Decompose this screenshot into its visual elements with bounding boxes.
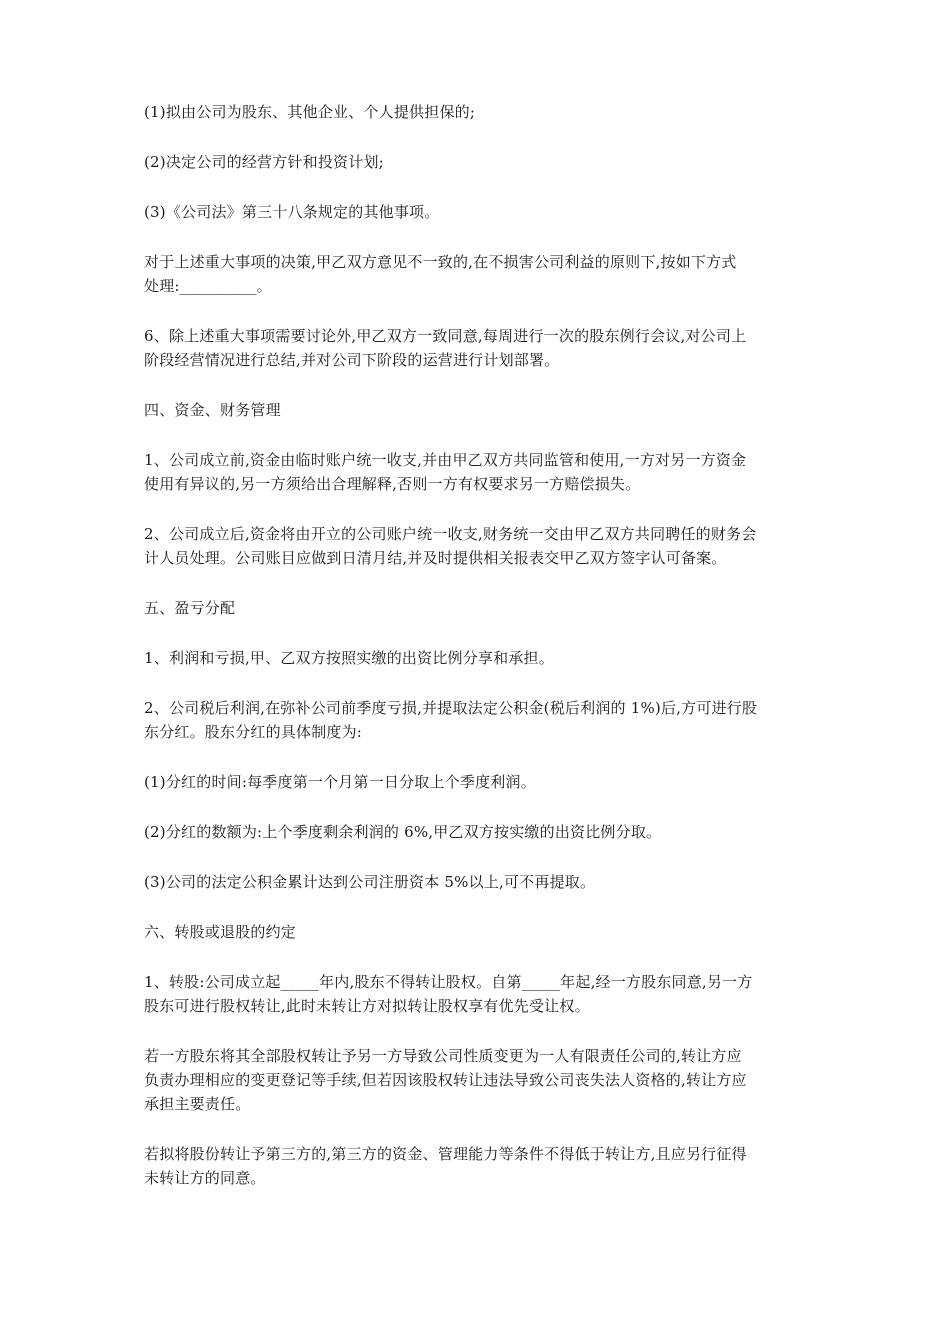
text-line: (2)决定公司的经营方针和投资计划; [144, 153, 384, 171]
clause-after-tax [144, 696, 810, 744]
heading-text: 六、转股或退股的约定 [144, 923, 297, 941]
clause-share-transfer [144, 970, 810, 1018]
text-line: 1、公司成立前,资金由临时账户统一收支,并由甲乙双方共同监管和使用,一方对另一方资金 [144, 451, 747, 469]
text-line: 2、公司成立后,资金将由开立的公司账户统一收支,财务统一交由甲乙双方共同聘任的财务会 [144, 525, 757, 543]
text-line: 阶段经营情况进行总结,并对公司下阶段的运营进行计划部署。 [144, 351, 560, 369]
text-line: 1、转股:公司成立起_____年内,股东不得转让股权。自第_____年起,经一方股东同意,另一方 [144, 973, 753, 991]
clause-funds-after [144, 522, 810, 570]
clause-guarantee [144, 100, 810, 124]
clause-other-matters [144, 200, 810, 224]
text-line: (1)拟由公司为股东、其他企业、个人提供担保的; [144, 103, 476, 121]
section-heading-transfer [144, 920, 810, 944]
section-heading-profit [144, 596, 810, 620]
text-line: 计人员处理。公司账目应做到日清月结,并及时提供相关报表交甲乙双方签字认可备案。 [144, 549, 727, 567]
text-line: (3)公司的法定公积金累计达到公司注册资本 5%以上,可不再提取。 [144, 873, 596, 891]
text-line: 东分红。股东分红的具体制度为: [144, 723, 363, 741]
clause-third-party [144, 1142, 810, 1190]
heading-text: 四、资金、财务管理 [144, 401, 281, 419]
text-line: 股东可进行股权转让,此时未转让方对拟转让股权享有优先受让权。 [144, 997, 590, 1015]
text-line: 未转让方的同意。 [144, 1169, 266, 1187]
text-line: 1、利润和亏损,甲、乙双方按照实缴的出资比例分享和承担。 [144, 649, 554, 667]
text-line: (2)分红的数额为:上个季度剩余利润的 6%,甲乙双方按实缴的出资比例分取。 [144, 823, 662, 841]
text-line: 承担主要责任。 [144, 1095, 251, 1113]
text-line: 6、除上述重大事项需要讨论外,甲乙双方一致同意,每周进行一次的股东例行会议,对公司上 [144, 327, 747, 345]
document-body [144, 100, 810, 1216]
text-line: 若拟将股份转让予第三方的,第三方的资金、管理能力等条件不得低于转让方,且应另行征得 [144, 1145, 747, 1163]
clause-reserve-fund [144, 870, 810, 894]
text-line: 处理:__________。 [144, 277, 272, 295]
clause-funds-before [144, 448, 810, 496]
clause-full-transfer [144, 1044, 810, 1116]
text-line: 2、公司税后利润,在弥补公司前季度亏损,并提取法定公积金(税后利润的 1%)后,方可进行股 [144, 699, 758, 717]
clause-business-plan [144, 150, 810, 174]
heading-text: 五、盈亏分配 [144, 599, 236, 617]
text-line: 负责办理相应的变更登记等手续,但若因该股权转让违法导致公司丧失法人资格的,转让方应 [144, 1071, 747, 1089]
clause-dividend-time [144, 770, 810, 794]
text-line: 若一方股东将其全部股权转让予另一方导致公司性质变更为一人有限责任公司的,转让方应 [144, 1047, 742, 1065]
clause-profit-share [144, 646, 810, 670]
section-heading-finance [144, 398, 810, 422]
text-line: 对于上述重大事项的决策,甲乙双方意见不一致的,在不损害公司利益的原则下,按如下方式 [144, 253, 737, 271]
text-line: 使用有异议的,另一方须给出合理解释,否则一方有权要求另一方赔偿损失。 [144, 475, 641, 493]
text-line: (3)《公司法》第三十八条规定的其他事项。 [144, 203, 440, 221]
text-line: (1)分红的时间:每季度第一个月第一日分取上个季度利润。 [144, 773, 536, 791]
clause-weekly-meeting [144, 324, 810, 372]
clause-dividend-amount [144, 820, 810, 844]
clause-disagreement [144, 250, 810, 298]
